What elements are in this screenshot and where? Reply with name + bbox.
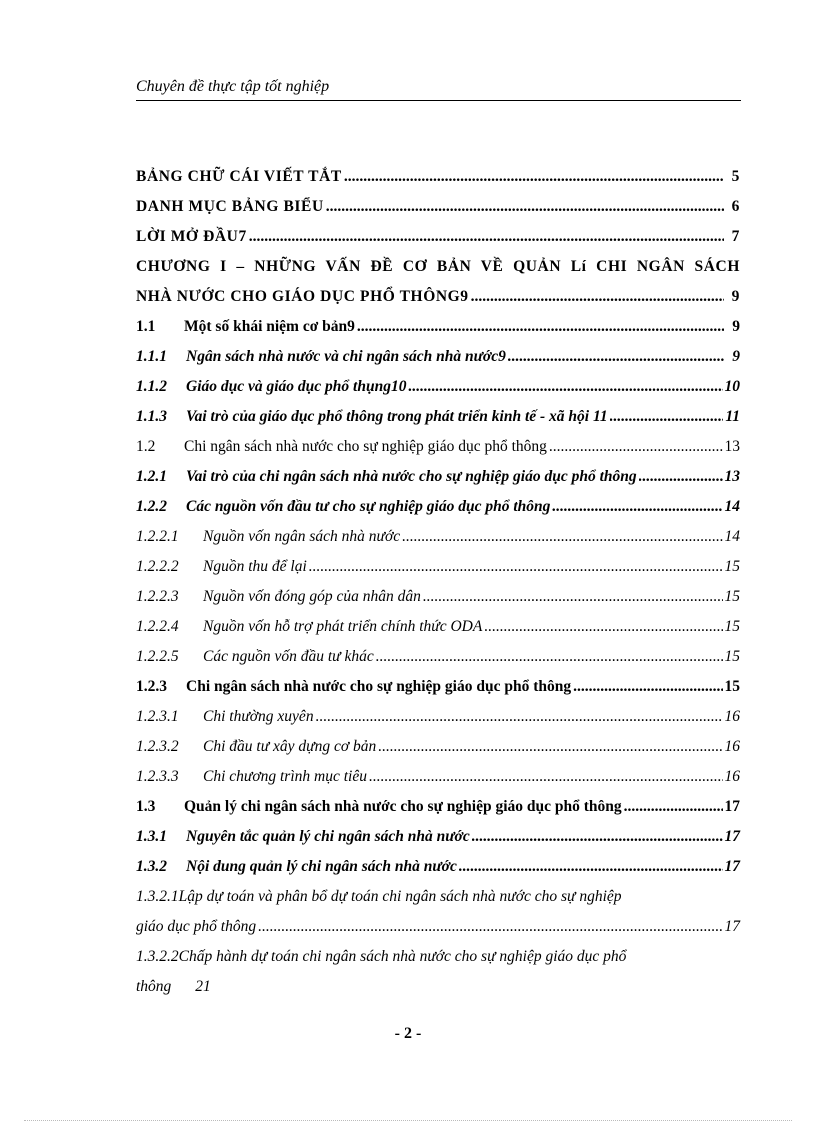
toc-entry[interactable] [136,402,740,432]
toc-entry-page: 11 [725,408,740,425]
toc-entry-number: 1.1.1 [136,348,167,365]
toc-entry-title: Nguồn vốn ngân sách nhà nước [203,528,401,545]
toc-entry-title: Các nguồn vốn đầu tư cho sự nghiệp giáo dục phổ thông [186,498,551,515]
toc-entry-title: Giáo dục và giáo dục phổ thụng10 [186,378,407,395]
toc-leader [408,372,722,402]
toc-entry-page: 15 [724,678,740,695]
toc-entry[interactable] [136,792,740,822]
toc-leader [549,432,723,462]
toc-leader [472,822,723,852]
toc-entry-number: 1.3 [136,798,156,815]
toc-entry-number: 1.3.2.2 [136,948,179,965]
toc-leader [484,612,722,642]
table-of-contents [136,162,740,1002]
toc-leader [573,672,722,702]
toc-entry-page: 9 [732,318,740,335]
toc-entry[interactable] [136,312,740,342]
toc-entry[interactable] [136,192,740,222]
toc-leader [357,312,724,342]
toc-entry-number: 1.2.3.2 [136,738,179,755]
toc-entry-title: Nguyên tắc quản lý chi ngân sách nhà nước [186,828,470,845]
toc-entry[interactable] [136,612,740,642]
toc-leader [624,792,723,822]
toc-entry-page: 13 [724,438,740,455]
toc-entry-page: 16 [724,768,740,785]
toc-leader [402,522,722,552]
running-header [136,76,741,101]
toc-leader [326,192,724,222]
toc-entry-page: 17 [724,918,740,935]
toc-entry-title-line1: Lập dự toán và phân bổ dự toán chi ngân sách nhà nước cho sự nghiệp [178,888,622,905]
toc-entry-page: 15 [724,588,740,605]
toc-leader [378,732,722,762]
toc-leader [344,162,724,192]
toc-leader [369,762,723,792]
toc-entry-number: 1.2.2.4 [136,618,179,635]
toc-entry-number: 1.2.3 [136,678,167,695]
toc-entry-number: 1.2.2.3 [136,588,179,605]
toc-entry-title: Nội dung quản lý chi ngân sách nhà nước [186,858,457,875]
toc-entry-title: BẢNG CHỮ CÁI VIẾT TẮT [136,168,342,185]
toc-entry[interactable] [136,702,740,732]
toc-entry-page: 16 [724,738,740,755]
toc-entry[interactable] [136,492,740,522]
toc-entry-continuation [136,282,740,312]
toc-leader [471,282,724,312]
toc-entry-number: 1.2.2 [136,498,167,515]
toc-entry-title: Chi thường xuyên [203,708,314,725]
toc-entry-title: Nguồn thu để lại [203,558,307,575]
toc-entry[interactable] [136,642,740,672]
toc-entry-title-line2: NHÀ NƯỚC CHO GIÁO DỤC PHỔ THÔNG9 [136,288,469,305]
toc-entry-title: Ngân sách nhà nước và chi ngân sách nhà nước9 [186,348,506,365]
toc-leader [508,342,724,372]
toc-entry[interactable] [136,762,740,792]
toc-entry-page: 6 [731,198,740,215]
toc-entry-number: 1.2.2.1 [136,528,179,545]
toc-entry-title: Nguồn vốn đóng góp của nhân dân [203,588,421,605]
toc-entry-title: LỜI MỞ ĐẦU7 [136,228,247,245]
toc-leader [249,222,724,252]
toc-entry-title: Vai trò của giáo dục phổ thông trong phát triển kinh tế - xã hội 11 [186,408,608,425]
toc-entry-page: 15 [724,648,740,665]
toc-entry-chapter[interactable] [136,252,740,312]
toc-entry-page: 14 [724,498,740,515]
toc-entry-number: 1.3.2.1 [136,888,179,905]
toc-entry[interactable] [136,372,740,402]
toc-entry-title: Nguồn vốn hỗ trợ phát triển chính thức ODA [203,618,483,635]
toc-entry-title: Chi chương trình mục tiêu [203,768,367,785]
toc-entry-page: 5 [731,168,740,185]
toc-leader [459,852,723,882]
toc-entry[interactable] [136,462,740,492]
toc-entry-page: 9 [732,348,740,365]
toc-entry-title-line2: thông [136,978,172,995]
toc-entry-page: 10 [724,378,740,395]
toc-entry[interactable] [136,732,740,762]
toc-entry-wrapped[interactable] [136,942,740,1002]
toc-entry[interactable] [136,552,740,582]
toc-entry-number: 1.2 [136,438,156,455]
toc-entry-title: Một số khái niệm cơ bản9 [184,318,355,335]
page-number: - 2 - [394,1025,422,1042]
toc-entry-title: Quản lý chi ngân sách nhà nước cho sự nghiệp giáo dục phổ thông [184,798,622,815]
toc-entry-title-line1: CHƯƠNG I – NHỮNG VẤN ĐỀ CƠ BẢN VỀ QUẢN Lí CHI NGÂN SÁCH [136,258,740,275]
toc-leader [423,582,723,612]
toc-entry-page: 14 [724,528,740,545]
toc-entry-page: 15 [724,618,740,635]
toc-entry-page: 16 [724,708,740,725]
toc-leader [258,912,722,942]
toc-entry-number: 1.3.2 [136,858,167,875]
toc-entry[interactable] [136,822,740,852]
toc-leader [639,462,723,492]
toc-entry-wrapped[interactable] [136,882,740,942]
toc-entry[interactable] [136,852,740,882]
toc-entry-page: 17 [724,798,740,815]
toc-leader [376,642,723,672]
toc-entry-page: 9 [731,288,740,305]
toc-entry-number: 1.1 [136,318,156,335]
toc-entry-number: 1.2.3.3 [136,768,179,785]
toc-entry-page: 7 [731,228,740,245]
toc-entry-number: 1.2.2.2 [136,558,179,575]
page-bottom-divider [24,1120,792,1121]
toc-entry-page: 13 [724,468,740,485]
toc-leader [552,492,722,522]
toc-entry[interactable] [136,162,740,192]
header-title: Chuyên đề thực tập tốt nghiệp [136,78,330,95]
toc-entry[interactable] [136,432,740,462]
toc-entry[interactable] [136,672,740,702]
toc-entry-title: DANH MỤC BẢNG BIỂU [136,198,324,215]
toc-entry-continuation [136,972,740,1002]
toc-entry-title-line2: giáo dục phổ thông [136,918,257,935]
toc-entry-number: 1.3.1 [136,828,167,845]
toc-entry-number: 1.1.3 [136,408,167,425]
toc-entry-first-line [136,942,740,972]
toc-entry-number: 1.2.2.5 [136,648,179,665]
toc-entry-page: 17 [724,858,740,875]
toc-entry-number: 1.2.3.1 [136,708,179,725]
toc-entry-title: Vai trò của chi ngân sách nhà nước cho sự nghiệp giáo dục phổ thông [186,468,637,485]
toc-entry[interactable] [136,222,740,252]
toc-entry[interactable] [136,342,740,372]
toc-entry-continuation [136,912,740,942]
toc-entry-page: 21 [195,978,211,995]
toc-leader [610,402,724,432]
toc-entry-page: 17 [724,828,740,845]
toc-leader [316,702,723,732]
toc-entry-number: 1.2.1 [136,468,167,485]
toc-entry-title: Chi đầu tư xây dựng cơ bản [203,738,377,755]
toc-entry-title: Chi ngân sách nhà nước cho sự nghiệp giáo dục phổ thông [184,438,547,455]
toc-entry-title: Chi ngân sách nhà nước cho sự nghiệp giáo dục phổ thông [186,678,572,695]
toc-entry-first-line [136,882,740,912]
toc-entry-number: 1.1.2 [136,378,167,395]
toc-entry[interactable] [136,522,740,552]
toc-entry-page: 15 [724,558,740,575]
toc-leader [309,552,723,582]
toc-entry-title: Các nguồn vốn đầu tư khác [203,648,374,665]
toc-entry-title-line1: Chấp hành dự toán chi ngân sách nhà nước cho sự nghiệp giáo dục phổ [178,948,627,965]
toc-entry[interactable] [136,582,740,612]
